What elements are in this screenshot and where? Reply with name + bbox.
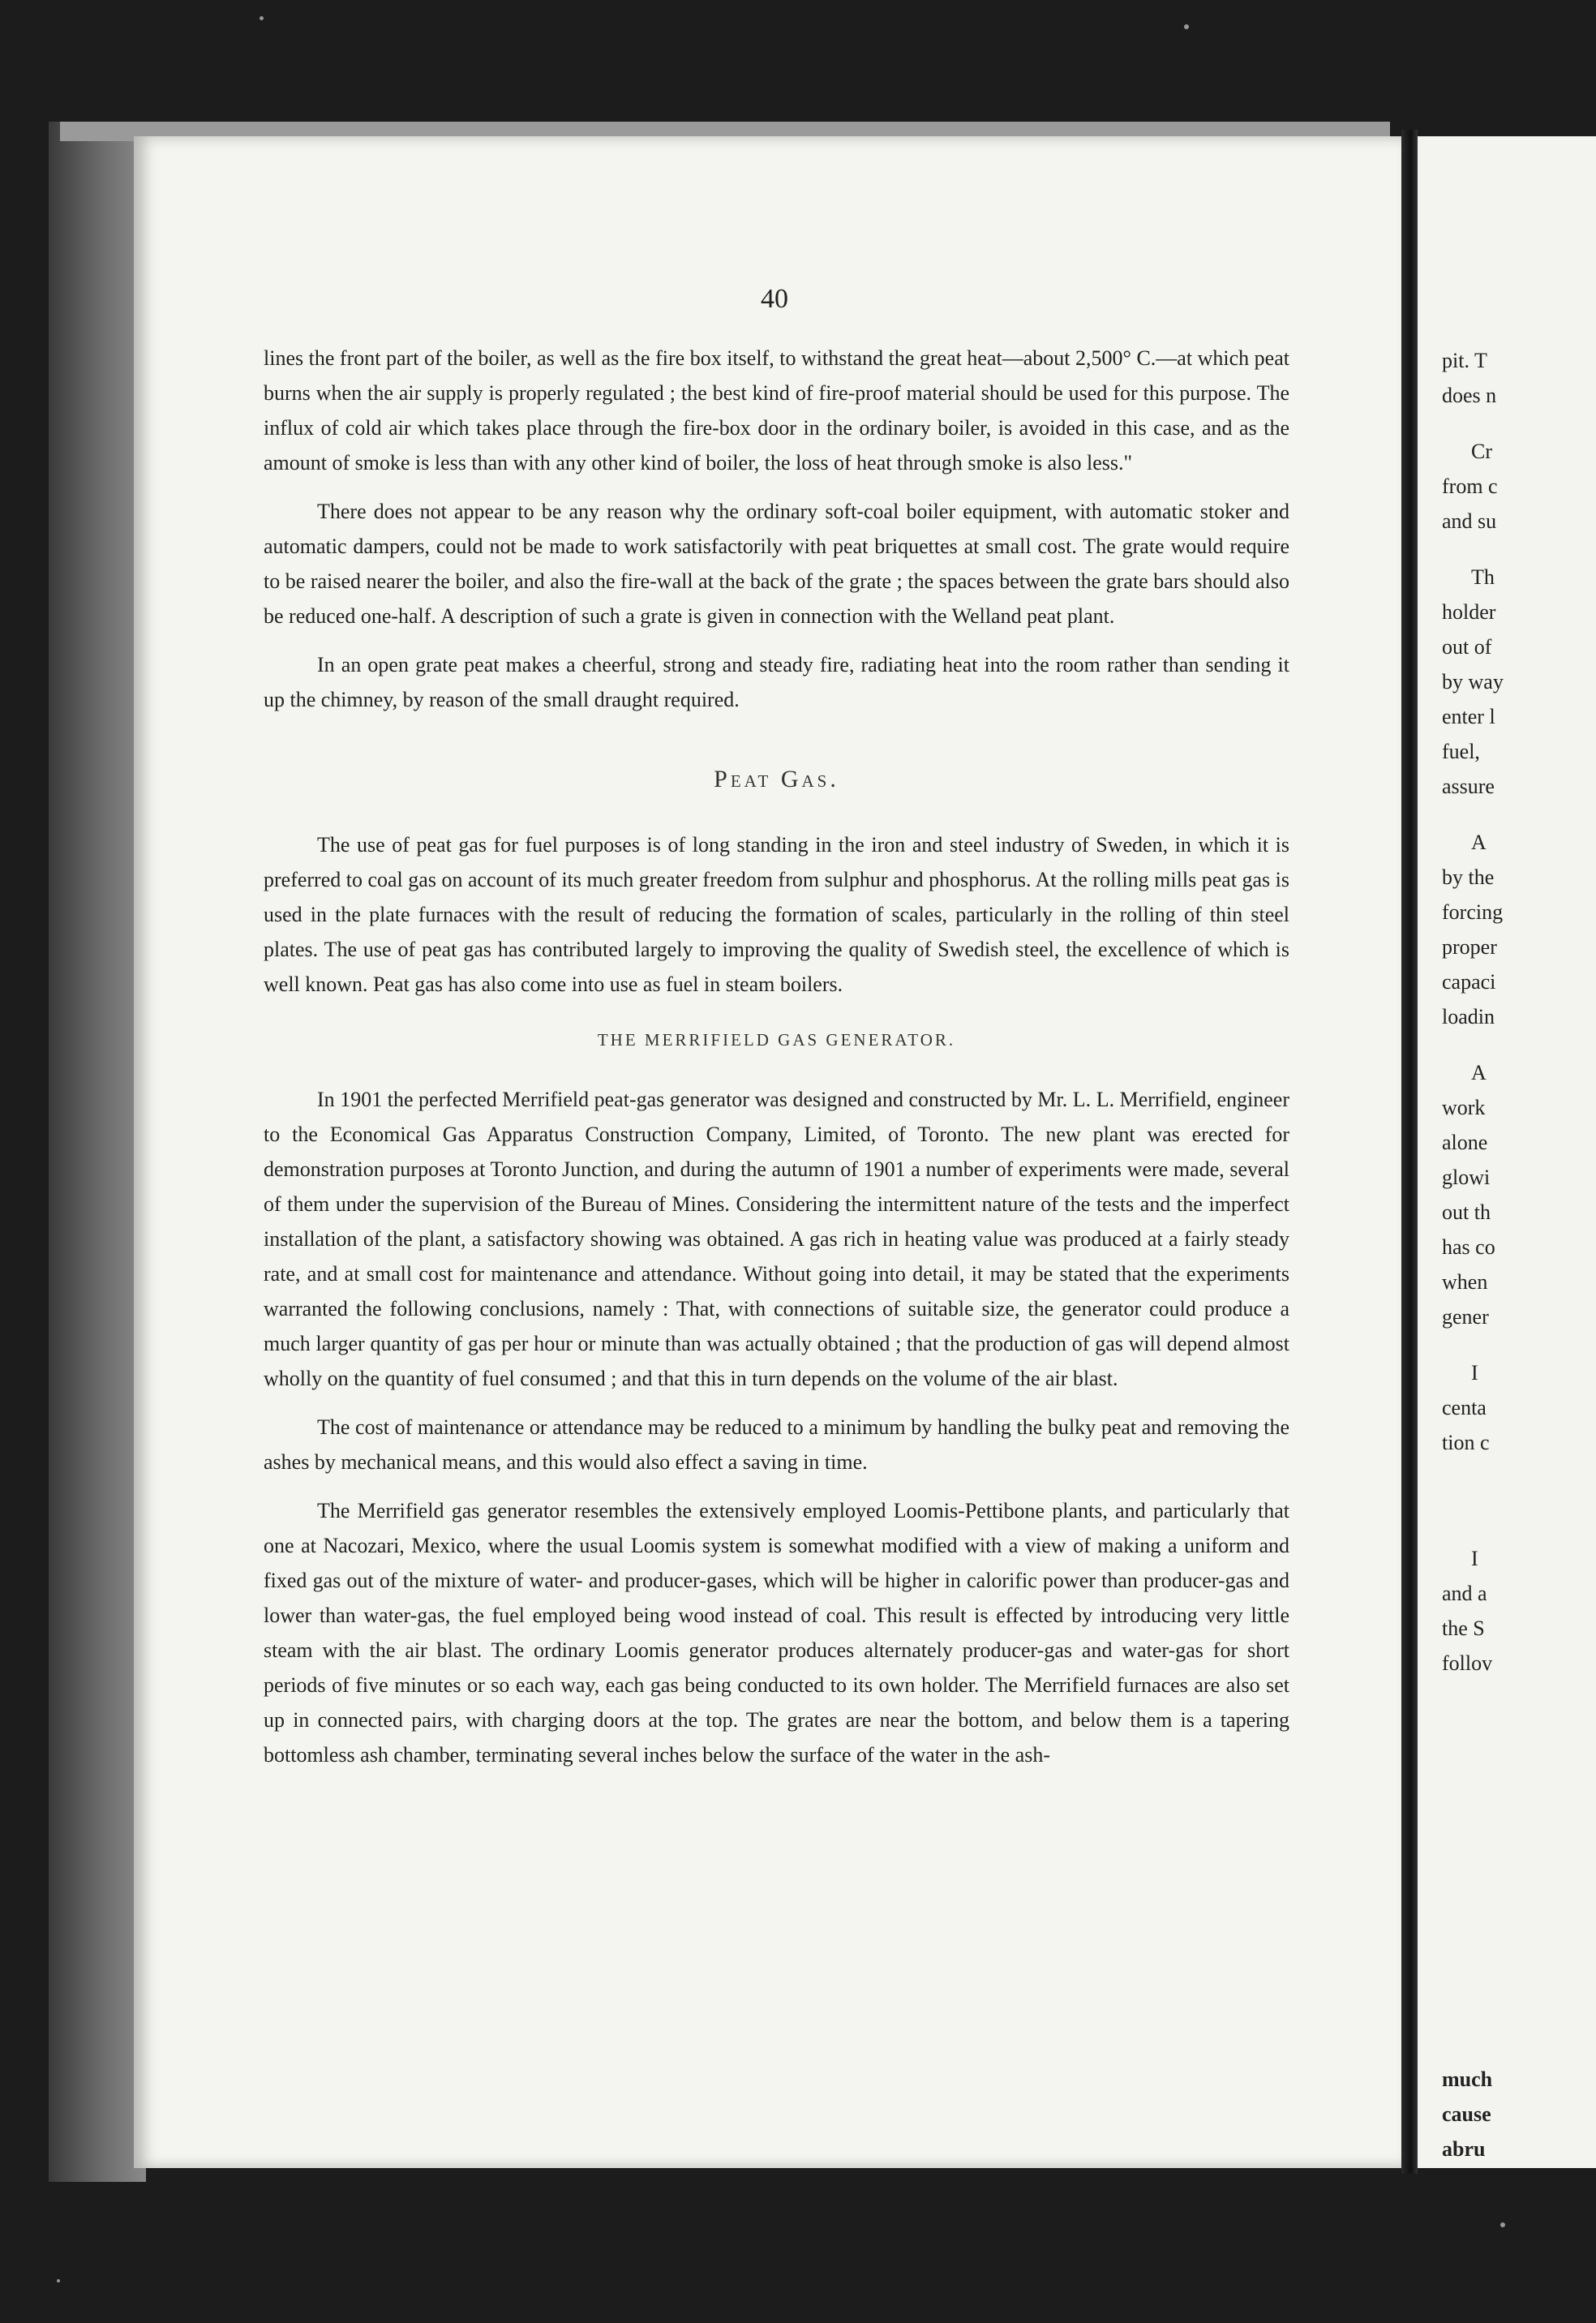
paragraph: The cost of maintenance or attendance may be reduced to a minimum by handling the bulky peat and removing the ashes by mechanical means, and this would also effect a saving in time. xyxy=(264,1415,1289,1474)
right-line: does n xyxy=(1442,384,1497,407)
right-line: has co xyxy=(1442,1235,1495,1259)
right-line: and su xyxy=(1442,509,1497,533)
subsection-heading: THE MERRIFIELD GAS GENERATOR. xyxy=(597,1030,956,1050)
book-edge-shadow xyxy=(49,122,146,2182)
right-line: holder xyxy=(1442,600,1496,624)
right-line: when xyxy=(1442,1270,1488,1294)
right-line: follov xyxy=(1442,1651,1493,1675)
right-line: fuel, xyxy=(1442,740,1480,763)
right-line: proper xyxy=(1442,935,1497,959)
paragraph: The use of peat gas for fuel purposes is of long standing in the iron and steel industry of Sweden, in which it is preferred to coal gas on account of its much greater freedom from sulphur and phosphorus. At the rolling mills peat gas is used in the plate furnaces with the result of reducing the formation of scales, particularly in the rolling of thin steel plates. The use of peat gas has contributed largely to improving the quality of Swedish steel, the excellence of which is well known. Peat gas has also come into use as fuel in steam boilers. xyxy=(264,833,1289,996)
page-body xyxy=(264,341,1289,1786)
right-line: forcing xyxy=(1442,900,1504,924)
paragraph: There does not appear to be any reason why the ordinary soft-coal boiler equipment, with automatic stoker and automatic dampers, could not be made to work satisfactorily with peat briquettes at small cost. The grate would require to be raised nearer the boiler, and also the fire-wall at the back of the grate ; the spaces between the grate bars should also be reduced one-half. A description of such a grate is given in connection with the Welland peat plant. xyxy=(264,500,1289,628)
paragraph: In an open grate peat makes a cheerful, strong and steady fire, radiating heat into the room rather than sending it up the chimney, by reason of the small draught required. xyxy=(264,653,1289,711)
right-line: capaci xyxy=(1442,970,1496,994)
right-line: out of xyxy=(1442,635,1492,659)
right-page-text xyxy=(1442,343,1596,2166)
right-line: from c xyxy=(1442,474,1498,498)
film-speck xyxy=(1500,2222,1505,2227)
right-line: abru xyxy=(1442,2137,1486,2161)
right-line: enter l xyxy=(1442,705,1495,728)
right-line: work xyxy=(1442,1096,1486,1119)
right-line: loadin xyxy=(1442,1005,1495,1028)
right-line: gener xyxy=(1442,1305,1489,1329)
right-line: assure xyxy=(1442,775,1495,798)
page-number: 40 xyxy=(761,284,788,314)
right-line: I xyxy=(1471,1547,1478,1570)
right-line: by the xyxy=(1442,865,1495,889)
film-speck xyxy=(1184,24,1189,29)
right-line: glowi xyxy=(1442,1166,1491,1189)
right-line: tion c xyxy=(1442,1431,1490,1454)
right-line: pit. T xyxy=(1442,349,1487,372)
right-line: much xyxy=(1442,2068,1493,2091)
right-line: cause xyxy=(1442,2102,1491,2126)
right-line: Cr xyxy=(1471,440,1492,463)
right-line: alone xyxy=(1442,1131,1488,1154)
film-speck xyxy=(260,16,264,20)
right-line: A xyxy=(1471,831,1487,854)
right-line: centa xyxy=(1442,1396,1487,1419)
paragraph: The Merrifield gas generator resembles the extensively employed Loomis-Pettibone plants, and particularly that one at Nacozari, Mexico, where the usual Loomis system is somewhat modified with a view of making a uniform and fixed gas out of the mixture of water- and producer-gases, which will be higher in calorific power than producer-gas and lower than water-gas, the fuel employed being wood instead of coal. This result is effected by introducing very little steam with the air blast. The ordinary Loomis generator produces alternately producer-gas and water-gas for short periods of five minutes or so each way, each gas being conducted to its own holder. The Merrifield furnaces are also set up in connected pairs, with charging doors at the top. The grates are near the bottom, and below them is a tapering bottomless ash chamber, terminating several inches below the surface of the water in the ash- xyxy=(264,1499,1289,1767)
paragraph: In 1901 the perfected Merrifield peat-gas generator was designed and constructed by Mr. L. L. Merrifield, engineer to the Economical Gas Apparatus Construction Company, Limited, of Toronto. The new plant was erected for demonstration purposes at Toronto Junction, and during the autumn of 1901 a number of experiments were made, several of them under the supervision of the Bureau of Mines. Considering the intermittent nature of the tests and the imperfect installation of the plant, a satisfactory showing was obtained. A gas rich in heating value was produced at a fairly steady rate, and at small cost for maintenance and attendance. Without going into detail, it may be stated that the experiments warranted the following conclusions, namely : That, with connections of suitable size, the generator could produce a much larger quantity of gas per hour or minute than was actually obtained ; that the production of gas will depend almost wholly on the quantity of fuel consumed ; and that this in turn depends on the volume of the air blast. xyxy=(264,1088,1289,1390)
section-heading: Peat Gas. xyxy=(714,766,839,792)
book-gutter xyxy=(1401,130,1418,2174)
right-page xyxy=(1418,136,1596,2168)
right-line: out th xyxy=(1442,1200,1491,1224)
paragraph: lines the front part of the boiler, as well as the fire box itself, to withstand the great heat—about 2,500° C.—at which peat burns when the air supply is properly regulated ; the best kind of fire-proof material should be used for this purpose. The influx of cold air which takes place through the fire-box door in the ordinary boiler, is avoided in this case, and as the amount of smoke is less than with any other kind of boiler, the loss of heat through smoke is also less." xyxy=(264,346,1289,474)
right-line: and a xyxy=(1442,1582,1487,1605)
right-line: the S xyxy=(1442,1617,1485,1640)
right-line: Th xyxy=(1471,565,1495,589)
right-line: by way xyxy=(1442,670,1504,693)
right-line: I xyxy=(1471,1361,1478,1385)
film-speck xyxy=(57,2279,60,2282)
right-line: A xyxy=(1471,1061,1487,1084)
